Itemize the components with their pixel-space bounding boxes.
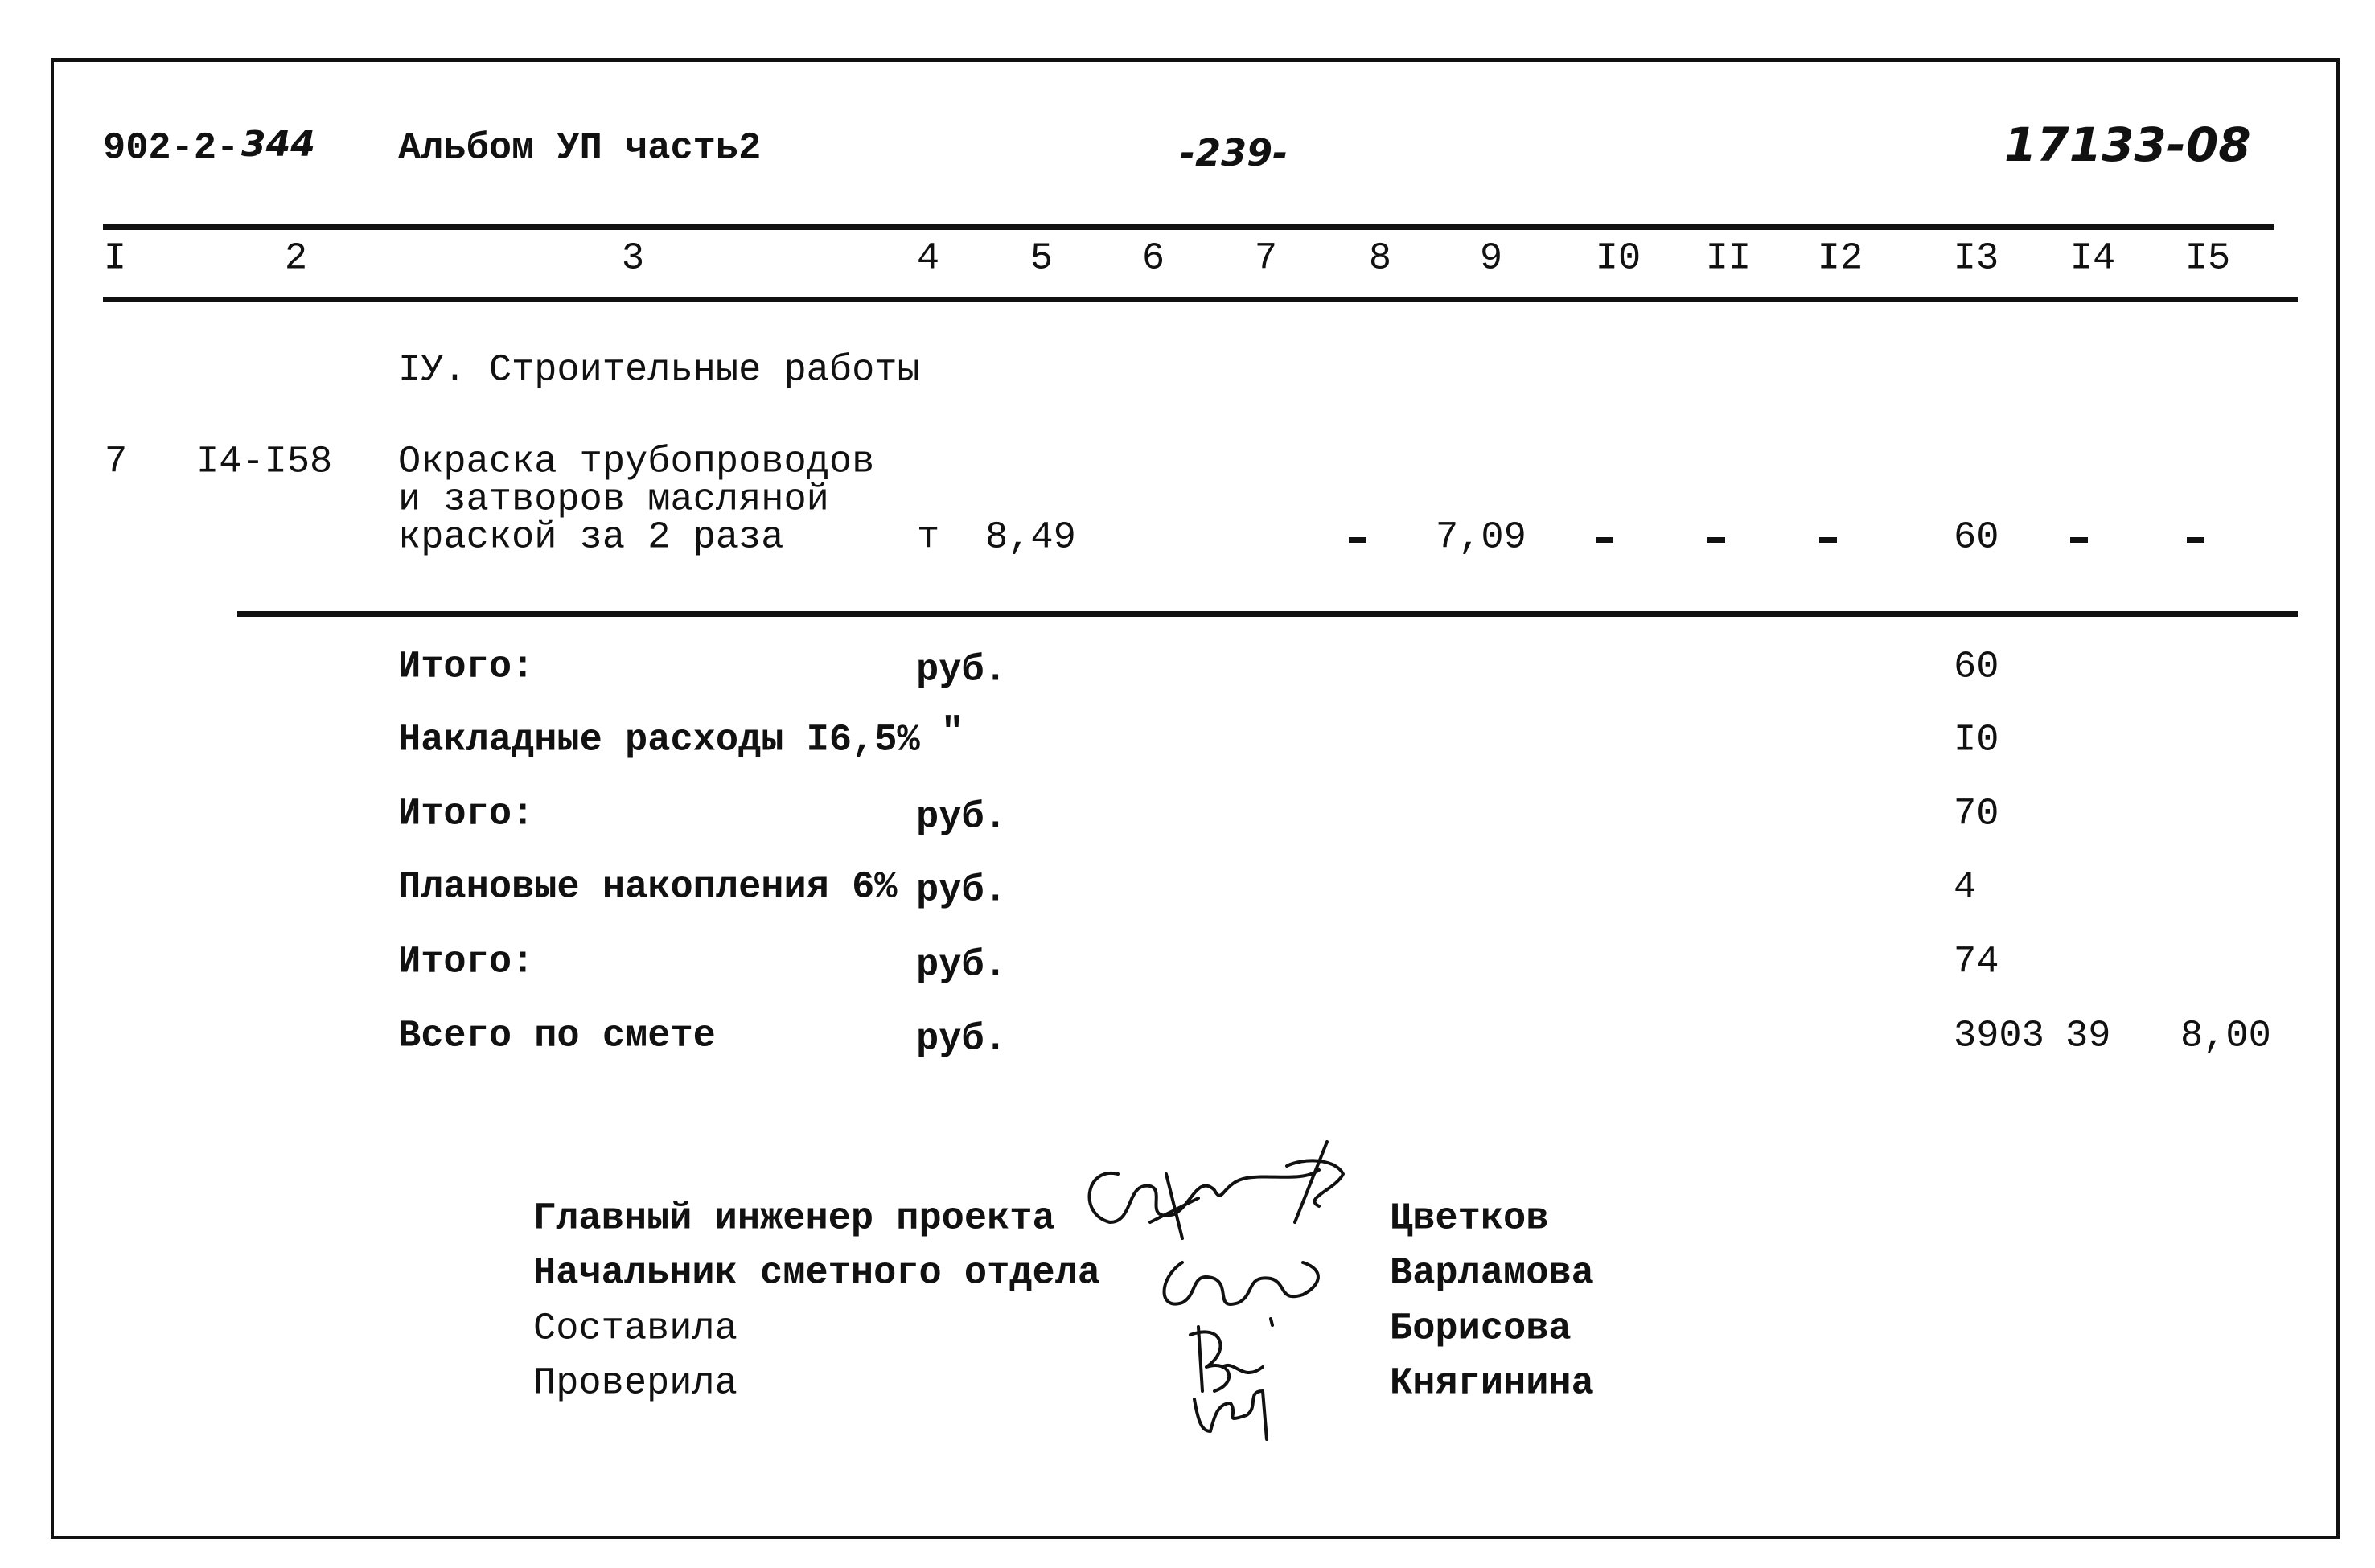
row-description-line: и затворов масляной [398,478,829,522]
dash-col10 [1596,537,1613,543]
row-number: 7 [105,441,128,484]
column-header: II [1705,237,1752,281]
column-header: I3 [1953,237,1999,281]
column-header: 3 [621,237,645,281]
header-rule-top [103,224,2274,230]
total-label: Итого: [398,941,535,984]
series-code: 902-2- [103,127,240,170]
total-value: 3903 [1954,1015,2044,1058]
album-title: Альбом УП часть2 [398,127,762,170]
column-header: 9 [1479,237,1503,281]
total-label: Итого: [398,646,535,689]
signature-name: Варламова [1390,1252,1594,1295]
total-label: Всего по смете [398,1015,716,1058]
column-header: 6 [1141,237,1165,281]
document-number: 17133-08 [2004,117,2251,172]
signature-name: Борисова [1390,1307,1572,1351]
total-label: Итого: [398,793,535,836]
page-number: -239- [1180,131,1288,174]
handwritten-signatures [1062,1126,1383,1447]
row-col13: 60 [1954,516,1999,560]
total-value: 60 [1954,646,1999,689]
signature-role: Составила [533,1307,738,1351]
row-col9: 7,09 [1436,516,1526,560]
total-unit: руб. [916,869,1007,913]
column-header: I2 [1817,237,1863,281]
total-value: I0 [1954,719,1999,762]
total-unit: руб. [916,944,1007,987]
column-header: I4 [2069,237,2116,281]
total-unit: руб. [916,649,1007,692]
column-header: 7 [1254,237,1278,281]
signature-role: Проверила [533,1362,738,1406]
total-unit: руб. [916,796,1007,839]
section-title: IУ. Строительные работы [398,349,920,392]
total-value: 4 [1954,866,1977,909]
dash-col15 [2187,537,2204,543]
dash-col12 [1819,537,1837,543]
signature-role: Главный инженер проекта [533,1197,1055,1241]
column-header: I0 [1595,237,1642,281]
total-value-col15: 8,00 [2180,1015,2271,1058]
dash-col11 [1707,537,1725,543]
column-header: 8 [1368,237,1392,281]
total-value: 70 [1954,793,1999,836]
row-unit: т [917,516,940,560]
signature-name: Цветков [1390,1197,1549,1241]
row-description-line: Окраска трубопроводов [398,441,875,484]
total-value-col14: 39 [2065,1015,2111,1058]
total-label: Плановые накопления 6% [398,866,898,909]
series-code-handwritten: 344 [241,124,315,165]
column-header: 5 [1029,237,1054,281]
total-unit: " [941,712,964,755]
column-header: I5 [2184,237,2231,281]
signature-role: Начальник сметного отдела [533,1252,1101,1295]
row-description-line: краской за 2 раза [398,516,784,560]
header-rule-bottom [103,297,2298,302]
row-quantity: 8,49 [985,516,1076,560]
column-header: 2 [284,237,308,281]
dash-col14 [2070,537,2088,543]
row-code: I4-I58 [196,441,333,484]
total-unit: руб. [916,1018,1007,1061]
totals-rule [237,611,2298,617]
dash-col8 [1349,537,1366,543]
signature-name: Княгинина [1390,1362,1594,1406]
total-label: Накладные расходы I6,5% [398,719,920,762]
column-header: 4 [916,237,940,281]
column-header: I [103,237,127,281]
total-value: 74 [1954,941,1999,984]
